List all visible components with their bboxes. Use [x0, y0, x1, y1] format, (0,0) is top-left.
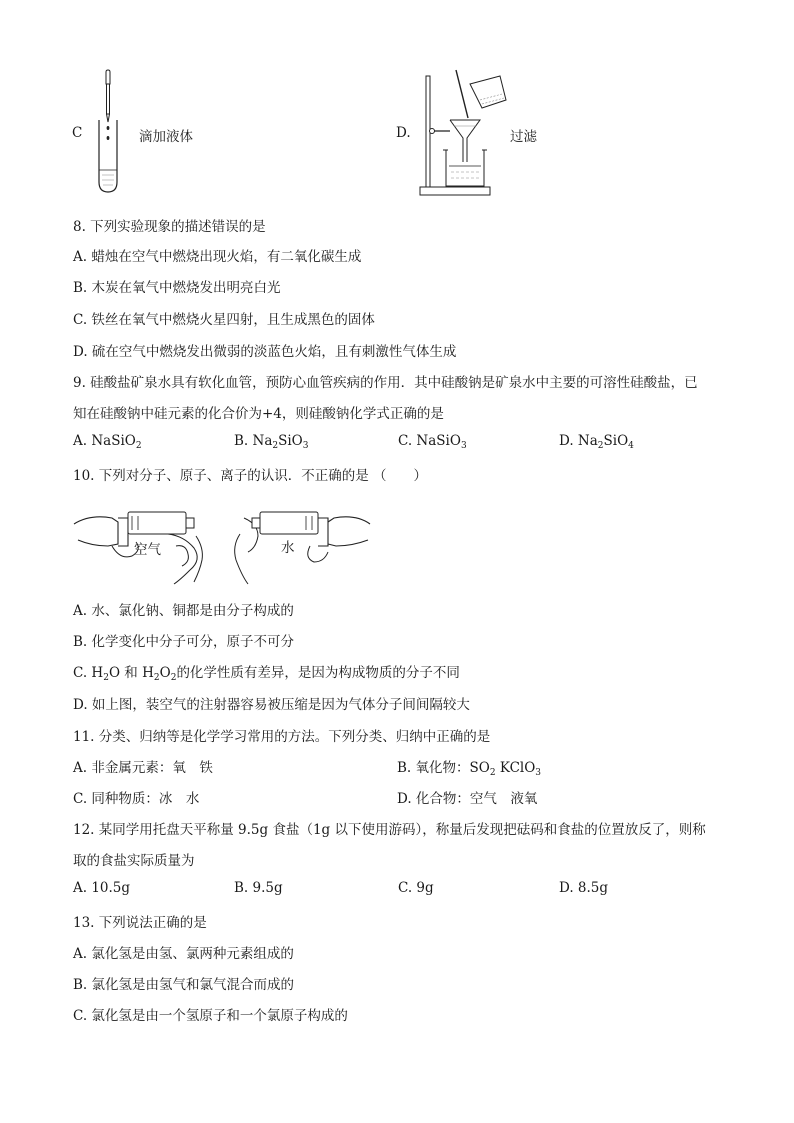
q12-option-a: A. 10.5g: [73, 880, 131, 896]
q11-option-c: C. 同种物质：冰 水: [73, 791, 200, 807]
syringe-compression-figure: [72, 496, 372, 586]
q12-option-d: D. 8.5g: [559, 880, 609, 896]
option-d-letter: D.: [396, 125, 411, 141]
option-c-letter: C: [72, 125, 83, 141]
option-c-label: 滴加液体: [139, 129, 193, 145]
dropper-test-tube-figure: [95, 70, 135, 195]
q11-option-d: D. 化合物：空气 液氧: [397, 791, 538, 807]
q8-option-d: D. 硫在空气中燃烧发出微弱的淡蓝色火焰，且有刺激性气体生成: [73, 344, 457, 360]
filtration-apparatus-figure: [418, 70, 513, 198]
q10-stem: 10. 下列对分子、原子、离子的认识．不正确的是 （ ）: [73, 468, 428, 484]
q13-option-a: A. 氯化氢是由氢、氯两种元素组成的: [73, 946, 294, 962]
q10-option-b: B. 化学变化中分子可分，原子不可分: [73, 634, 295, 650]
q12-option-b: B. 9.5g: [234, 880, 283, 896]
q13-option-b: B. 氯化氢是由氢气和氯气混合而成的: [73, 977, 295, 993]
q8-option-c: C. 铁丝在氧气中燃烧火星四射，且生成黑色的固体: [73, 312, 375, 328]
q11-option-b: B. 氧化物：$SO_2$ KClO$_3$: [397, 760, 542, 778]
q10-option-c: C. $H_2O$ 和 $H_2O_2$的化学性质有差异，是因为构成物质的分子不同: [73, 665, 460, 683]
q11-option-a: A. 非金属元素：氧 铁: [73, 760, 213, 776]
q9-option-c: C. NaSiO$_3$: [398, 433, 467, 451]
q8-option-b: B. 木炭在氧气中燃烧发出明亮白光: [73, 280, 281, 296]
q8-option-a: A. 蜡烛在空气中燃烧出现火焰，有二氧化碳生成: [73, 249, 362, 265]
figure-label-water: 水: [281, 540, 295, 556]
q9-option-b: B. $Na_2SiO_3$: [234, 433, 309, 451]
q12-stem-line1: 12. 某同学用托盘天平称量 9.5g 食盐（1g 以下使用游码），称量后发现把砝码和食盐的位置放反了，则称: [73, 822, 706, 838]
q12-option-c: C. 9g: [398, 880, 434, 896]
q12-stem-line2: 取的食盐实际质量为: [73, 853, 195, 869]
q9-stem-line1: 9. 硅酸盐矿泉水具有软化血管，预防心血管疾病的作用．其中硅酸钠是矿泉水中主要的可溶性硅酸盐，已: [73, 375, 698, 391]
q10-option-d: D. 如上图，装空气的注射器容易被压缩是因为气体分子间间隔较大: [73, 697, 470, 713]
q10-option-a: A. 水、氯化钠、铜都是由分子构成的: [73, 603, 294, 619]
q13-stem: 13. 下列说法正确的是: [73, 915, 207, 931]
q9-option-a: A. NaSiO$_2$: [73, 433, 142, 451]
option-d-label: 过滤: [510, 129, 537, 145]
q11-stem: 11. 分类、归纳等是化学学习常用的方法。下列分类、归纳中正确的是: [73, 729, 491, 745]
figure-label-air: 空气: [134, 542, 161, 558]
q8-stem: 8. 下列实验现象的描述错误的是: [73, 219, 266, 235]
q9-stem-line2: 知在硅酸钠中硅元素的化合价为+4，则硅酸钠化学式正确的是: [73, 406, 444, 422]
q9-option-d: D. $Na_2SiO_4$: [559, 433, 634, 451]
q13-option-c: C. 氯化氢是由一个氢原子和一个氯原子构成的: [73, 1008, 348, 1024]
